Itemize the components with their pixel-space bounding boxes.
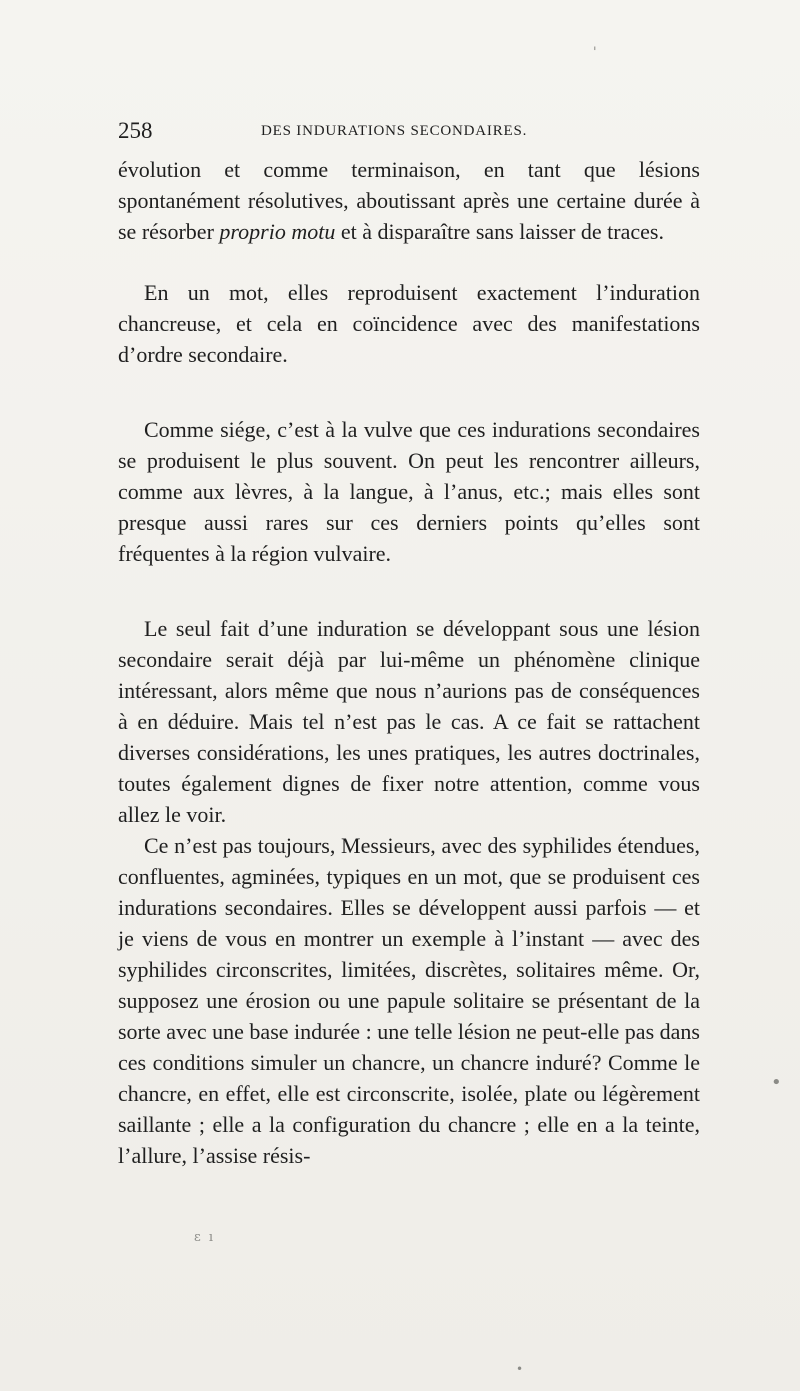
printed-mark-side: •	[771, 1072, 782, 1093]
printed-mark-top: '	[593, 45, 597, 60]
paragraph-1	[118, 154, 700, 247]
running-head: DES INDURATIONS SECONDAIRES.	[261, 123, 528, 139]
paragraph-4: Le seul fait d’une induration se développant sous une lésion secondaire serait déjà par lui-même un phénomène clinique intéressant, alors même que nous n’aurions pas de conséquences à en déduire. Mais tel n’est pas le cas. A ce fait se rattachent diverses considérations, les unes pratiques, les autres doctrinales, toutes également dignes de fixer notre attention, comme vous allez le voir.	[118, 616, 700, 827]
latin-phrase: proprio motu	[219, 219, 336, 244]
printed-mark-foot: •	[516, 1362, 524, 1376]
printed-mark-bottom: ɛ ı	[194, 1230, 216, 1245]
page-number: 258	[118, 118, 153, 143]
paragraph-2: En un mot, elles reproduisent exactement l’induration chancreuse, et cela en coïncidence avec des manifestations d’ordre secondaire.	[118, 280, 700, 367]
paragraph-1-part-1: évolution et comme terminaison, en tant que lésions spontanément résolutives, aboutissant après une certaine durée à se résorber	[118, 157, 700, 244]
paragraph-5: Ce n’est pas toujours, Messieurs, avec des syphilides étendues, confluentes, agminées, typiques en un mot, que se produisent ces indurations secondaires. Elles se développent aussi parfois — et je viens de vous en montrer un exemple à l’instant — avec des syphilides circonscrites, limitées, discrètes, solitaires même. Or, supposez une érosion ou une papule solitaire se présentant de la sorte avec une base indurée : une telle lésion ne peut-elle pas dans ces conditions simuler un chancre, un chancre induré? Comme le chancre, en effet, elle est circonscrite, isolée, plate ou légèrement saillante ; elle a la configuration du chancre ; elle en a la teinte, l’allure, l’assise résis-	[118, 833, 700, 1168]
body-text	[118, 154, 700, 1171]
paragraph-3: Comme siége, c’est à la vulve que ces indurations secondaires se produisent le plus souvent. On peut les rencontrer ailleurs, comme aux lèvres, à la langue, à l’anus, etc.; mais elles sont presque aussi rares sur ces derniers points qu’elles sont fréquentes à la région vulvaire.	[118, 417, 700, 566]
page-header	[118, 116, 690, 146]
paragraph-1-part-2: et à disparaître sans laisser de traces.	[340, 219, 664, 244]
